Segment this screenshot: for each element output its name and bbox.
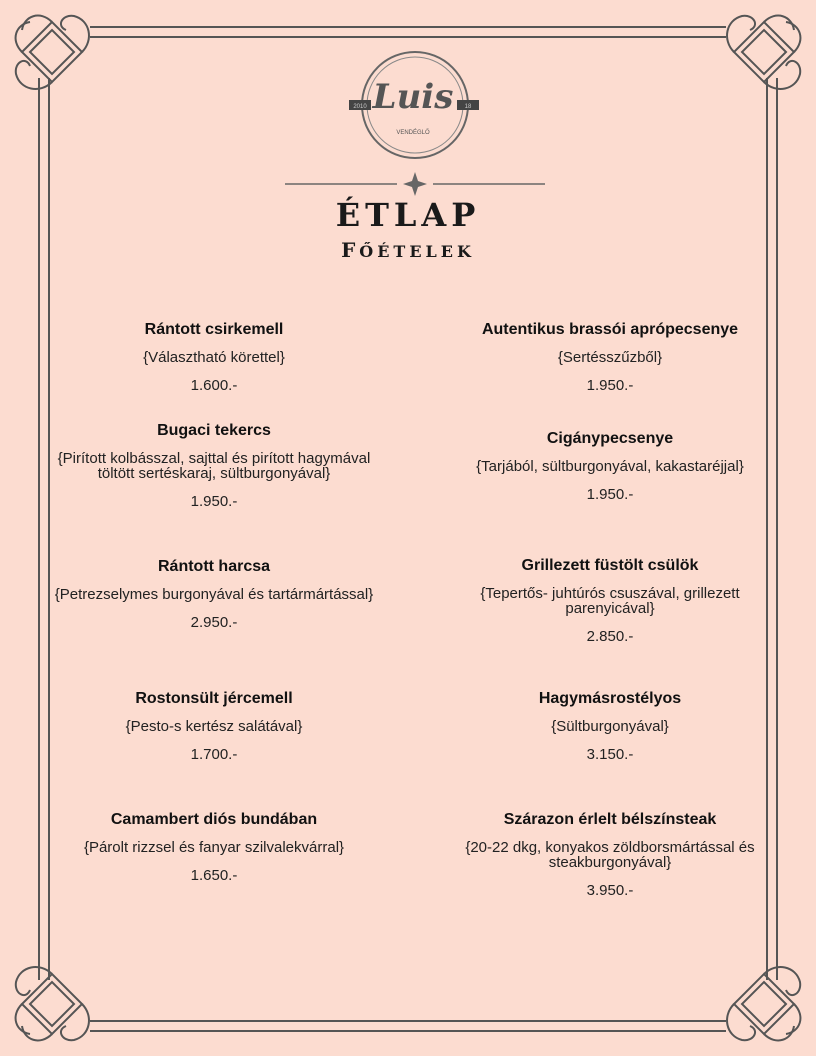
svg-text:18: 18 <box>464 104 472 110</box>
dish-name: Rostonsült jércemell <box>135 690 293 707</box>
dish-description: {Választható körettel} <box>143 349 285 366</box>
menu-item <box>440 810 780 900</box>
menu-item <box>44 557 384 632</box>
dish-description: {Tepertős- juhtúrós csuszával, grillezett parenyicával} <box>480 585 740 617</box>
star-icon <box>403 172 427 196</box>
menu-item <box>44 421 384 511</box>
dish-description: {20-22 dkg, konyakos zöldborsmártással és steakburgonyával} <box>465 839 755 871</box>
dish-price: 2.850.- <box>586 628 634 645</box>
dish-name: Camambert diós bundában <box>110 811 318 828</box>
dish-description: {Petrezselymes burgonyával és tartármártással} <box>54 586 374 603</box>
page-title: ÉTLAP <box>335 196 481 234</box>
dish-price: 1.950.- <box>586 377 634 394</box>
menu-item <box>44 689 384 764</box>
dish-name: Autentikus brassói aprópecsenye <box>481 321 739 338</box>
title-divider <box>285 172 545 196</box>
logo-subtitle: VENDÉGLŐ <box>396 130 430 136</box>
menu-item <box>440 320 780 395</box>
dish-name: Hagymásrostélyos <box>538 690 682 707</box>
dish-name: Cigánypecsenye <box>546 430 674 447</box>
logo-name: Luis <box>372 77 454 117</box>
menu-item <box>44 810 384 885</box>
dish-name: Szárazon érlelt bélszínsteak <box>503 811 717 828</box>
dish-description: {Tarjából, sültburgonyával, kakastaréjjal} <box>476 458 744 475</box>
dish-description: {Párolt rizzsel és fanyar szilvalekvárral} <box>83 839 345 856</box>
menu-item <box>440 689 780 764</box>
dish-price: 3.950.- <box>586 882 634 899</box>
dish-price: 1.600.- <box>190 377 238 394</box>
dish-description: {Pirított kolbásszal, sajttal és pirított hagymával töltött sertéskaraj, sültburgonyával} <box>57 450 371 482</box>
dish-name: Rántott harcsa <box>157 558 271 575</box>
dish-price: 1.950.- <box>190 493 238 510</box>
dish-description: {Sertésszűzből} <box>557 349 663 366</box>
dish-price: 2.950.- <box>190 614 238 631</box>
dish-name: Grillezett füstölt csülök <box>521 557 699 574</box>
svg-text:2010: 2010 <box>353 104 367 110</box>
dish-name: Bugaci tekercs <box>157 422 271 439</box>
dish-name: Rántott csirkemell <box>144 321 284 338</box>
menu-item <box>44 320 384 395</box>
dish-price: 1.650.- <box>190 867 238 884</box>
menu-item <box>440 429 780 504</box>
page-subtitle: FŐÉTELEK <box>341 238 475 262</box>
dish-price: 1.950.- <box>586 486 634 503</box>
restaurant-logo <box>355 50 475 160</box>
dish-description: {Pesto-s kertész salátával} <box>125 718 303 735</box>
dish-price: 1.700.- <box>190 746 238 763</box>
dish-description: {Sültburgonyával} <box>551 718 669 735</box>
dish-price: 3.150.- <box>586 746 634 763</box>
menu-item <box>440 556 780 646</box>
